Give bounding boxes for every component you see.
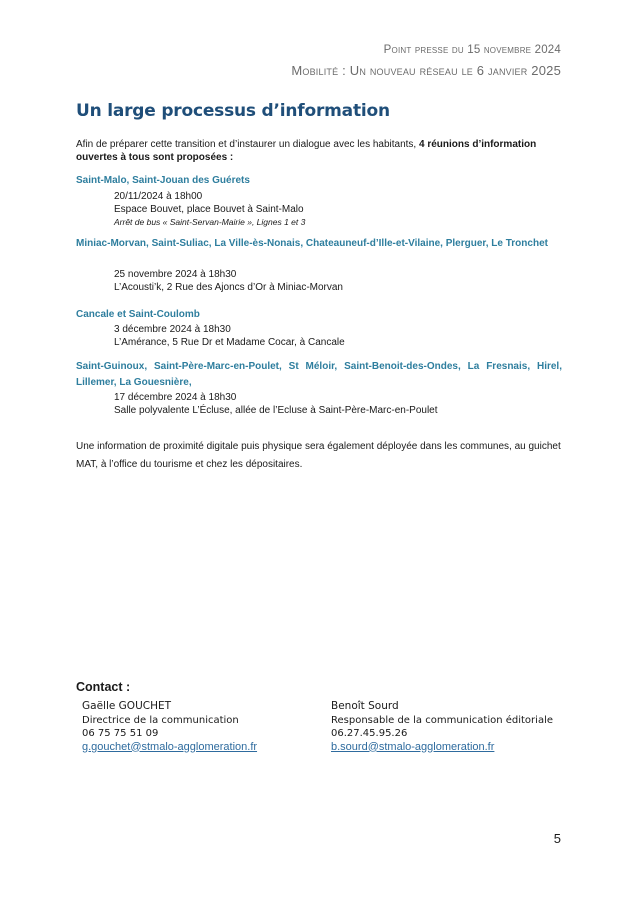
meeting-3-place: L’Amérance, 5 Rue Dr et Madame Cocar, à Cancale (114, 337, 345, 348)
page-number: 5 (553, 831, 561, 846)
header-line-1: Point presse du 15 novembre 2024 (383, 44, 561, 56)
meeting-4-details (114, 391, 438, 417)
meeting-3-communes: Cancale et Saint-Coulomb (76, 309, 200, 320)
intro-paragraph (76, 138, 562, 164)
meeting-2-place: L’Acousti’k, 2 Rue des Ajoncs d’Or à Miniac-Morvan (114, 282, 343, 293)
meeting-1-details (114, 190, 305, 229)
intro-bold: 4 réunions d’information ouvertes à tous sont proposées : (76, 139, 537, 163)
meeting-4-date: 17 décembre 2024 à 18h30 (114, 392, 237, 403)
closing-paragraph: Une information de proximité digitale puis physique sera également déployée dans les communes, au guichet MAT, à l’office du tourisme et chez les dépositaires. (76, 441, 561, 470)
contact-label: Contact : (76, 680, 131, 694)
meeting-4-communes: Saint-Guinoux, Saint-Père-Marc-en-Poulet, St Méloir, Saint-Benoit-des-Ondes, La Fresnais, Hirel, Lillemer, La Gouesnière, (76, 361, 562, 388)
contact-1-email-link[interactable]: g.gouchet@stmalo-agglomeration.fr (82, 740, 258, 753)
contact-1-phone: 06 75 75 51 09 (82, 728, 159, 739)
contact-1-role: Directrice de la communication (82, 714, 239, 726)
contact-1-name: Gaëlle GOUCHET (82, 700, 172, 712)
meeting-1-place: Espace Bouvet, place Bouvet à Saint-Malo (114, 204, 304, 215)
meeting-2-communes: Miniac-Morvan, Saint-Suliac, La Ville-ès-Nonais, Chateauneuf-d’Ille-et-Vilaine, Plerguer, Le Tronchet (76, 238, 548, 249)
meeting-2-date: 25 novembre 2024 à 18h30 (114, 269, 237, 280)
contact-2-phone: 06.27.45.95.26 (331, 728, 408, 739)
meeting-1-communes: Saint-Malo, Saint-Jouan des Guérets (76, 175, 250, 186)
meeting-3-date: 3 décembre 2024 à 18h30 (114, 324, 231, 335)
meeting-2-details (114, 268, 343, 294)
meeting-1-date: 20/11/2024 à 18h00 (114, 191, 203, 202)
section-title: Un large processus d’information (76, 101, 390, 121)
meeting-3-details (114, 323, 345, 349)
contact-2-email-link[interactable]: b.sourd@stmalo-agglomeration.fr (331, 740, 495, 753)
header-line-2: Mobilité : Un nouveau réseau le 6 janvier 2025 (291, 63, 561, 78)
contact-card-1 (82, 700, 257, 754)
contact-card-2 (331, 700, 553, 754)
meeting-4-place: Salle polyvalente L’Écluse, allée de l’Ecluse à Saint-Père-Marc-en-Poulet (114, 405, 438, 416)
contact-2-role: Responsable de la communication éditoriale (331, 714, 554, 726)
intro-text: Afin de préparer cette transition et d’instaurer un dialogue avec les habitants, (76, 139, 419, 150)
meeting-1-note: Arrêt de bus « Saint-Servan-Mairie », Lignes 1 et 3 (114, 217, 306, 227)
contact-2-name: Benoît Sourd (331, 700, 399, 712)
